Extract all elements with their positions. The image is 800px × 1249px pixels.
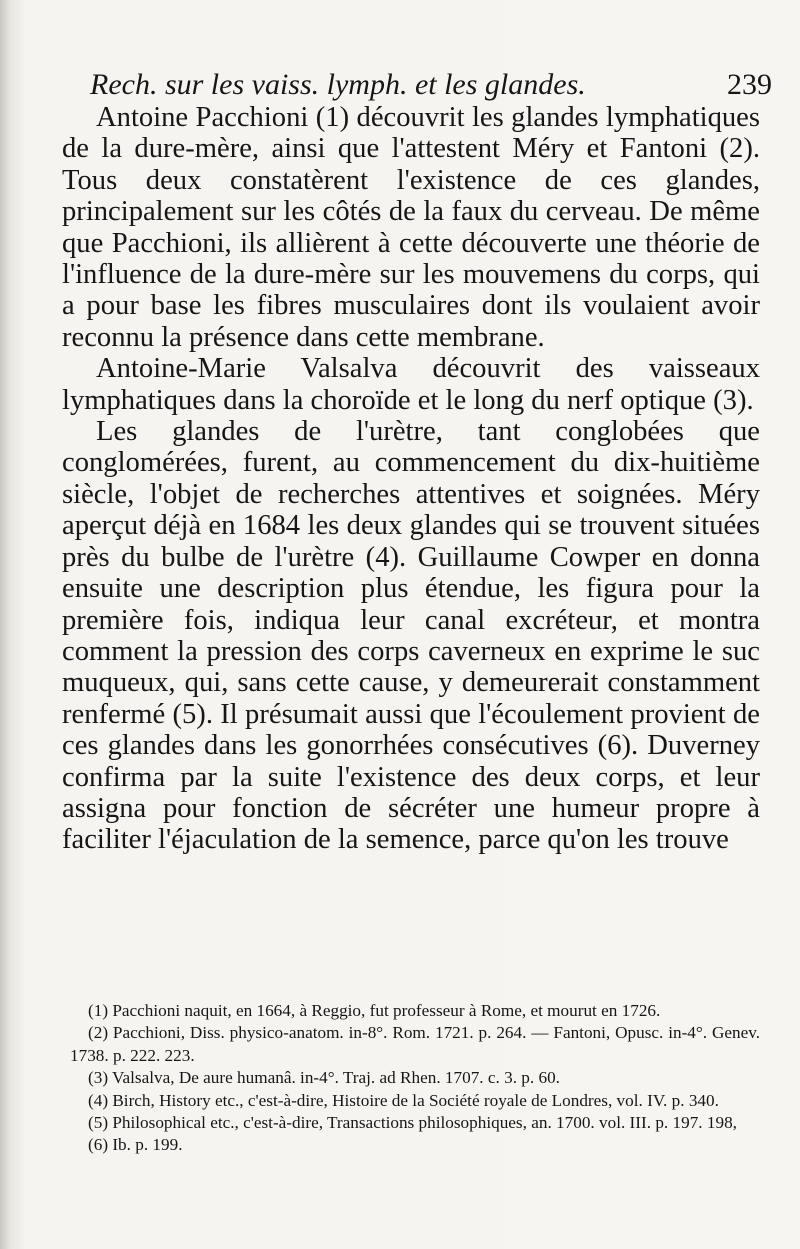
footnote: (2) Pacchioni, Diss. physico-anatom. in-8°. Rom. 1721. p. 264. — Fantoni, Opusc. in-4°. Genev. 1738. p. 222. 223. bbox=[70, 1023, 760, 1065]
paragraph: Antoine-Marie Valsalva découvrit des vaisseaux lymphatiques dans la choroïde et le long du nerf optique (3). bbox=[62, 353, 760, 416]
paragraph: Antoine Pacchioni (1) découvrit les glandes lymphatiques de la dure-mère, ainsi que l'attestent Méry et Fantoni (2). Tous deux constatèrent l'existence de ces glandes, principalement sur les côtés de la faux du cerveau. De même que Pacchioni, ils allièrent à cette découverte une théorie de l'influence de la dure-mère sur les mouvemens du corps, qui a pour base les fibres musculaires dont ils voulaient avoir reconnu la présence dans cette membrane. bbox=[62, 102, 760, 353]
footnote: (6) Ib. p. 199. bbox=[88, 1135, 183, 1155]
running-title: Rech. sur les vaiss. lymph. et les glandes. bbox=[90, 68, 586, 101]
main-text bbox=[62, 102, 760, 856]
footnote: (5) Philosophical etc., c'est-à-dire, Transactions philosophiques, an. 1700. vol. III. p. 197. 198, bbox=[88, 1113, 737, 1133]
footnote: (1) Pacchioni naquit, en 1664, à Reggio, fut professeur à Rome, et mourut en 1726. bbox=[88, 1001, 661, 1020]
paragraph: Les glandes de l'urètre, tant conglobées que conglomérées, furent, au commencement du dix-huitième siècle, l'objet de recherches attentives et soignées. Méry aperçut déjà en 1684 les deux glandes qui se trouvent situées près du bulbe de l'urètre (4). Guillaume Cowper en donna ensuite une description plus étendue, les figura pour la première fois, indiqua leur canal excréteur, et montra comment la pression des corps caverneux en exprime le suc muqueux, qui, sans cette cause, y demeurerait constamment renfermé (5). Il présumait aussi que l'écoulement provient de ces glandes dans les gonorrhées consécutives (6). Duverney confirma par la suite l'existence des deux corps, et leur assigna pour fonction de sécréter une humeur propre à faciliter l'éjaculation de la semence, parce qu'on les trouve bbox=[62, 416, 760, 856]
footnote: (3) Valsalva, De aure humanâ. in-4°. Traj. ad Rhen. 1707. c. 3. p. 60. bbox=[88, 1068, 560, 1088]
footnote: (4) Birch, History etc., c'est-à-dire, Histoire de la Société royale de Londres, vol. IV. p. 340. bbox=[88, 1090, 719, 1110]
footnotes bbox=[70, 1000, 760, 1157]
page-number: 239 bbox=[727, 68, 772, 101]
